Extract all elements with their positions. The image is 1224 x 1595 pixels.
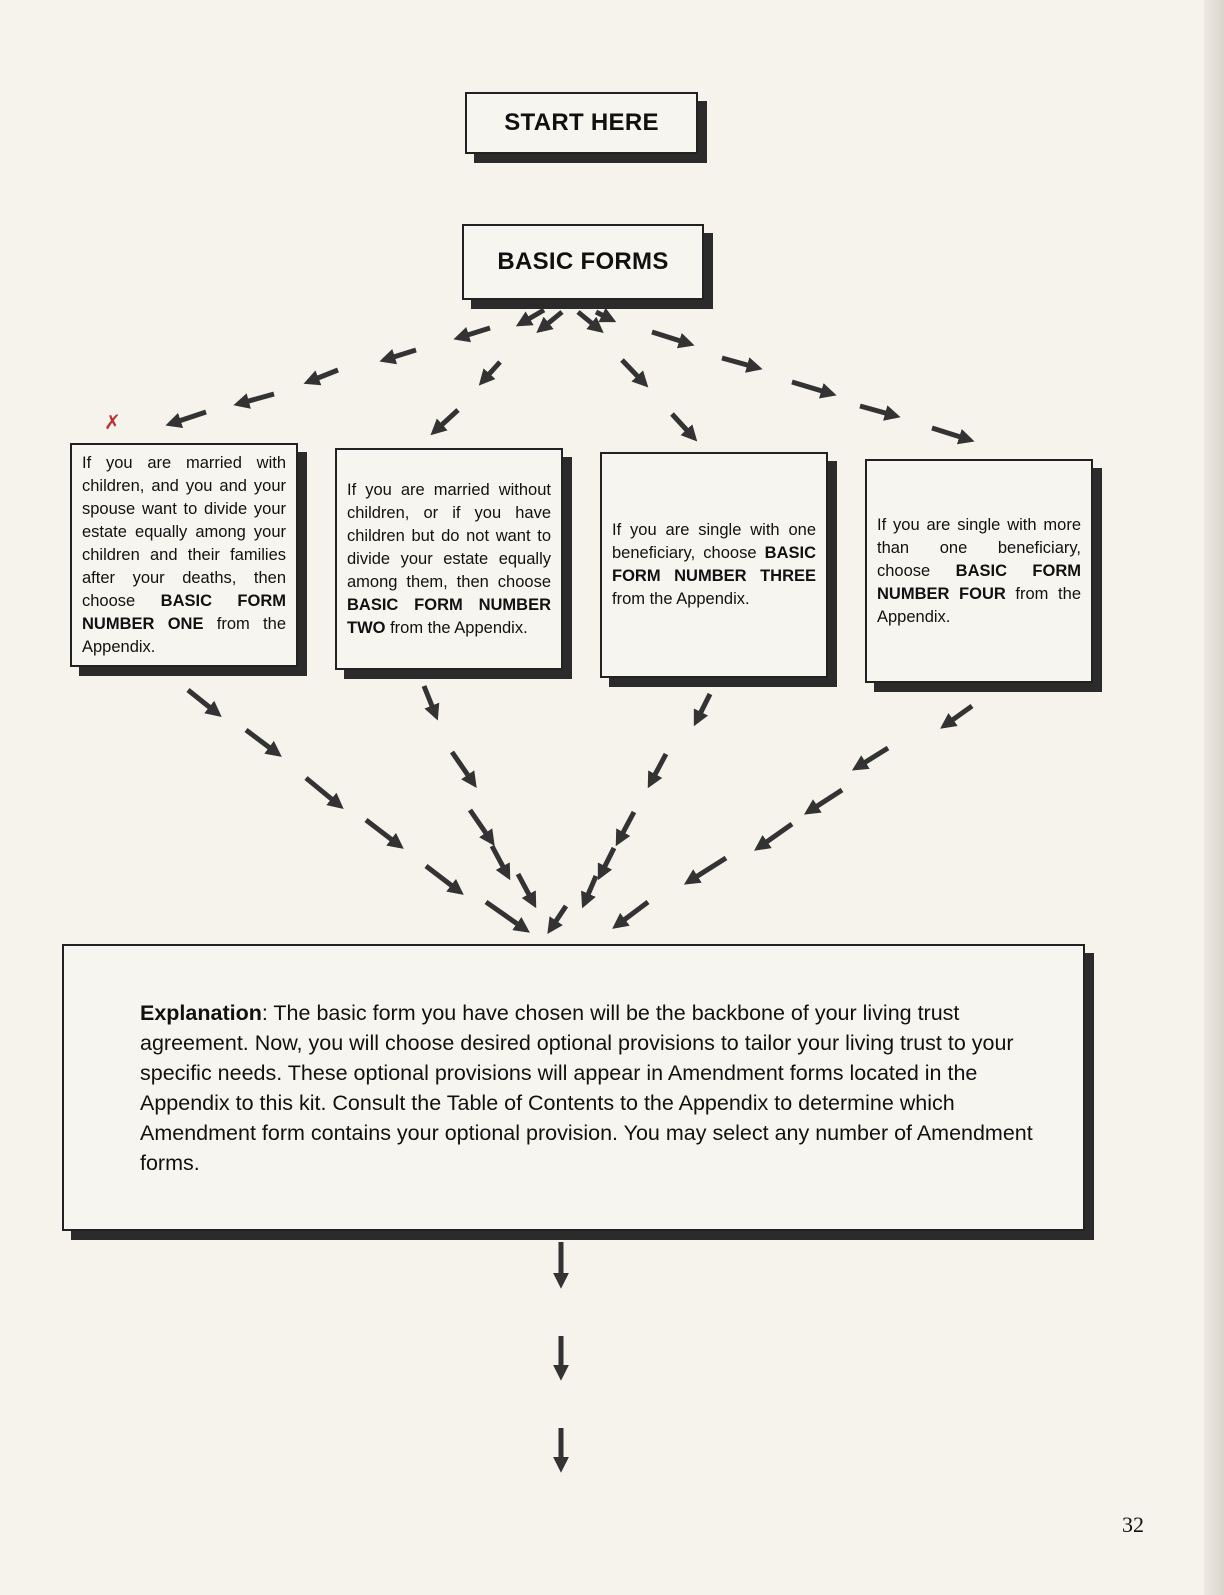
- flow-arrow: [596, 312, 612, 320]
- basic-forms-box: [462, 224, 704, 300]
- explanation-label: Explanation: [140, 1001, 262, 1025]
- flow-arrow: [424, 686, 436, 716]
- flow-arrow: [584, 876, 596, 904]
- flow-arrow: [518, 874, 534, 904]
- form-name: BASIC FORM NUMBER TWO: [347, 595, 551, 637]
- flow-arrow: [688, 858, 726, 882]
- flow-arrow: [246, 730, 278, 754]
- flow-arrow: [860, 406, 896, 416]
- flow-arrow: [452, 752, 474, 784]
- flow-arrow: [808, 790, 842, 812]
- form-name: BASIC FORM NUMBER FOUR: [877, 561, 1082, 603]
- flow-arrow: [306, 778, 340, 806]
- start-here-label: START HERE: [504, 109, 659, 136]
- flow-arrow: [170, 412, 206, 424]
- flow-arrow: [482, 362, 500, 382]
- option-box-form-two: [335, 448, 563, 670]
- flow-arrow: [486, 902, 526, 930]
- flow-arrow: [188, 690, 218, 714]
- flow-arrow: [650, 754, 666, 784]
- option-text: If you are married with children, and you and your spouse want to divide your estate equally among your children and their families after your deaths, then choose BASIC FORM NUMBER ONE from the Appendix.: [82, 453, 287, 656]
- flow-arrow: [932, 428, 970, 440]
- option-text: If you are single with more than one beneficiary, choose BASIC FORM NUMBER FOUR from the Appendix.: [877, 515, 1082, 626]
- flow-arrow: [492, 846, 508, 876]
- form-name: BASIC FORM NUMBER THREE: [612, 544, 816, 585]
- flow-arrow: [672, 414, 694, 438]
- explanation-text: Explanation: The basic form you have chosen will be the backbone of your living trust agreement. Now, you will choose desired optional provisions to tailor your living trust to your specific needs. These optional provisions will appear in Amendment forms located in the Appendix to this kit. Consult the Table of Contents to the Appendix to determine which Amendment form contains your optional provision. You may select any number of Amendment forms.: [140, 1001, 1033, 1175]
- flow-arrow: [540, 312, 562, 330]
- page-number: 32: [1122, 1512, 1144, 1537]
- option-text: If you are single with one beneficiary, choose BASIC FORM NUMBER THREE from the Appendix.: [612, 521, 816, 608]
- flow-arrow: [308, 370, 338, 382]
- option-box-form-three: [600, 452, 828, 678]
- flow-arrow: [458, 328, 490, 338]
- flow-arrow: [792, 382, 832, 394]
- flow-arrow: [366, 820, 400, 846]
- flow-arrow: [238, 394, 274, 404]
- flow-arrow: [434, 410, 458, 432]
- explanation-box: [62, 944, 1085, 1231]
- flow-arrow: [652, 332, 690, 344]
- flow-arrow: [696, 694, 710, 722]
- flow-arrow: [944, 706, 972, 726]
- flow-arrow: [622, 360, 645, 384]
- flow-arrow: [722, 358, 758, 368]
- margin-check-mark-icon: ✗: [104, 412, 121, 434]
- form-name: BASIC FORM NUMBER ONE: [82, 591, 287, 633]
- flow-arrow: [426, 866, 460, 892]
- start-here-box: [465, 92, 698, 154]
- flow-arrow: [520, 310, 544, 324]
- flow-arrow: [758, 824, 792, 848]
- flow-arrow: [550, 906, 566, 930]
- flow-arrow: [856, 748, 888, 768]
- basic-forms-label: BASIC FORMS: [497, 248, 669, 275]
- option-text: If you are married without children, or if you have children but do not want to divide your estate equally among them, then choose BASIC FORM NUMBER TWO from the Appendix.: [347, 480, 551, 637]
- flow-arrow: [600, 848, 614, 876]
- option-box-form-four: [865, 459, 1093, 683]
- flow-arrow: [384, 350, 416, 360]
- option-box-form-one: [70, 443, 298, 667]
- flow-arrow: [618, 812, 634, 842]
- flow-arrow: [616, 902, 648, 926]
- flow-arrow: [470, 810, 492, 842]
